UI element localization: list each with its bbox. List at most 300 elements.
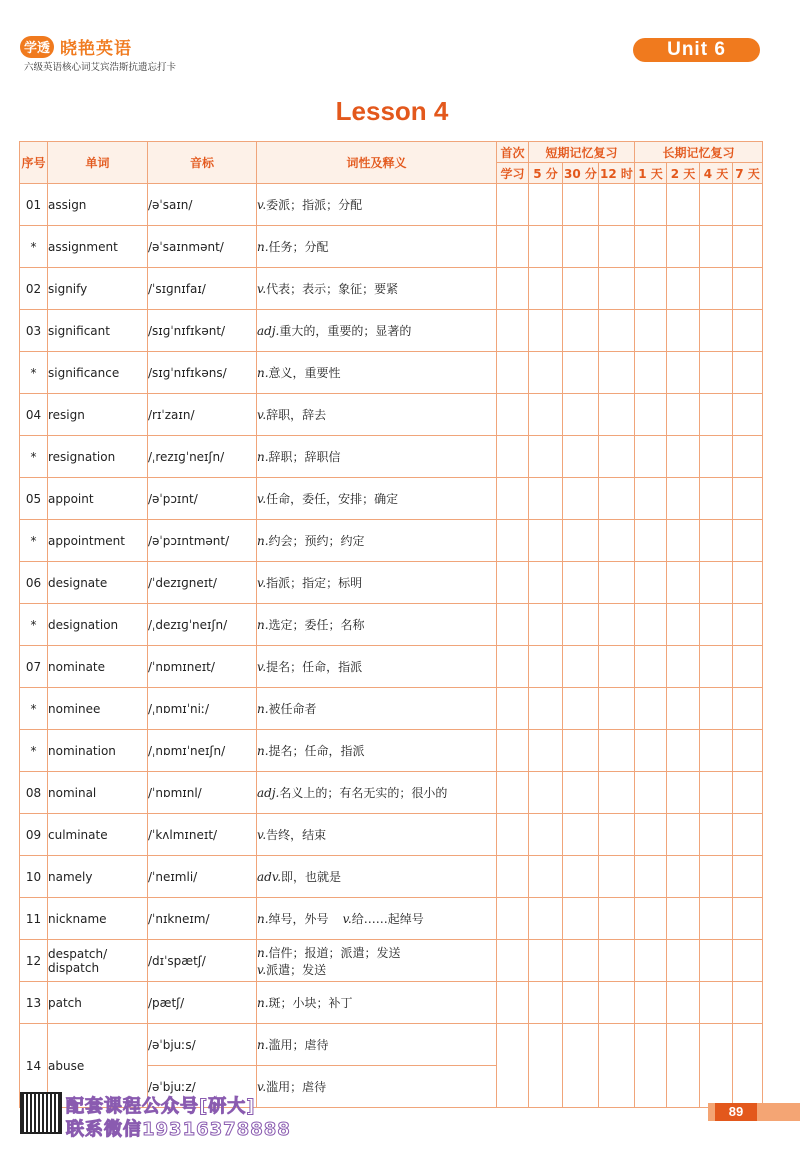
checkbox-cell[interactable] <box>667 268 700 310</box>
row-definition <box>257 226 497 268</box>
checkbox-cell[interactable] <box>667 688 700 730</box>
checkbox-cell[interactable] <box>497 856 529 898</box>
checkbox-cell[interactable] <box>563 646 599 688</box>
meaning: 被任命者 <box>268 702 317 716</box>
checkbox-cell[interactable] <box>667 394 700 436</box>
checkbox-cell[interactable] <box>700 520 733 562</box>
table-row <box>20 478 763 520</box>
checkbox-cell[interactable] <box>700 646 733 688</box>
meaning: 代表；表示；象征；要紧 <box>266 282 399 296</box>
checkbox-cell[interactable] <box>635 184 667 226</box>
row-phonetic: /ˌdezɪɡˈneɪʃn/ <box>148 604 257 646</box>
checkbox-cell[interactable] <box>497 814 529 856</box>
checkbox-cell[interactable] <box>667 730 700 772</box>
checkbox-cell[interactable] <box>635 478 667 520</box>
checkbox-cell[interactable] <box>563 814 599 856</box>
row-word: assignment <box>48 226 148 268</box>
row-number: * <box>20 352 48 394</box>
checkbox-cell[interactable] <box>563 310 599 352</box>
checkbox-cell[interactable] <box>497 226 529 268</box>
checkbox-cell[interactable] <box>635 982 667 1024</box>
row-phonetic: /rɪˈzaɪn/ <box>148 394 257 436</box>
checkbox-cell[interactable] <box>529 856 563 898</box>
checkbox-cell[interactable] <box>635 856 667 898</box>
checkbox-cell[interactable] <box>635 394 667 436</box>
checkbox-cell[interactable] <box>700 604 733 646</box>
row-phonetic: /ˈsɪɡnɪfaɪ/ <box>148 268 257 310</box>
row-phonetic: /ˌnɒmɪˈniː/ <box>148 688 257 730</box>
part-of-speech: v. <box>257 576 267 590</box>
checkbox-cell[interactable] <box>599 394 635 436</box>
checkbox-cell[interactable] <box>733 352 763 394</box>
checkbox-cell[interactable] <box>599 352 635 394</box>
checkbox-cell[interactable] <box>700 184 733 226</box>
checkbox-cell[interactable] <box>497 646 529 688</box>
header-short-review: 短期记忆复习 <box>529 142 635 163</box>
checkbox-cell[interactable] <box>497 352 529 394</box>
meaning: 即，也就是 <box>281 870 342 884</box>
checkbox-cell[interactable] <box>599 688 635 730</box>
checkbox-cell[interactable] <box>733 730 763 772</box>
checkbox-cell[interactable] <box>599 898 635 940</box>
header-definition: 词性及释义 <box>257 142 497 184</box>
row-definition <box>257 184 497 226</box>
checkbox-cell[interactable] <box>733 478 763 520</box>
row-phonetic: /dɪˈspætʃ/ <box>148 940 257 982</box>
checkbox-cell[interactable] <box>635 688 667 730</box>
header-5min: 5 分 <box>529 163 563 184</box>
checkbox-cell[interactable] <box>599 856 635 898</box>
row-word: nominate <box>48 646 148 688</box>
part-of-speech: v. <box>342 912 352 926</box>
checkbox-cell[interactable] <box>667 814 700 856</box>
meaning: 斑；小块；补丁 <box>268 996 353 1010</box>
checkbox-cell[interactable] <box>667 436 700 478</box>
row-number: 10 <box>20 856 48 898</box>
checkbox-cell[interactable] <box>733 856 763 898</box>
meaning: 信件；报道；派遣；发送 <box>268 945 401 960</box>
row-definition <box>257 814 497 856</box>
checkbox-cell[interactable] <box>529 688 563 730</box>
checkbox-cell[interactable] <box>733 562 763 604</box>
checkbox-cell[interactable] <box>497 940 529 982</box>
checkbox-cell[interactable] <box>700 772 733 814</box>
checkbox-cell[interactable] <box>700 688 733 730</box>
checkbox-cell[interactable] <box>497 730 529 772</box>
header-word: 单词 <box>48 142 148 184</box>
checkbox-cell[interactable] <box>599 940 635 982</box>
checkbox-cell[interactable] <box>733 268 763 310</box>
checkbox-cell[interactable] <box>529 1024 563 1108</box>
checkbox-cell[interactable] <box>667 940 700 982</box>
part-of-speech: n. <box>257 912 269 926</box>
checkbox-cell[interactable] <box>700 268 733 310</box>
row-number: 08 <box>20 772 48 814</box>
part-of-speech: n. <box>257 240 269 254</box>
row-number: 14 <box>20 1024 48 1108</box>
row-definition <box>257 688 497 730</box>
header-4day: 4 天 <box>700 163 733 184</box>
checkbox-cell[interactable] <box>599 646 635 688</box>
ad-line-2: 联系微信19316378888 <box>66 1119 291 1140</box>
part-of-speech: v. <box>257 828 267 842</box>
part-of-speech: adj. <box>257 324 280 338</box>
row-number: 05 <box>20 478 48 520</box>
meaning: 滥用；虐待 <box>268 1038 329 1052</box>
part-of-speech: v. <box>257 962 267 977</box>
checkbox-cell[interactable] <box>529 814 563 856</box>
checkbox-cell[interactable] <box>700 856 733 898</box>
checkbox-cell[interactable] <box>667 310 700 352</box>
checkbox-cell[interactable] <box>497 898 529 940</box>
checkbox-cell[interactable] <box>563 1024 599 1108</box>
checkbox-cell[interactable] <box>529 226 563 268</box>
checkbox-cell[interactable] <box>563 352 599 394</box>
row-number: * <box>20 688 48 730</box>
row-phonetic: /sɪɡˈnɪfɪkəns/ <box>148 352 257 394</box>
row-phonetic: /ˌnɒmɪˈneɪʃn/ <box>148 730 257 772</box>
row-definition <box>257 646 497 688</box>
checkbox-cell[interactable] <box>733 814 763 856</box>
table-row <box>20 268 763 310</box>
checkbox-cell[interactable] <box>529 184 563 226</box>
checkbox-cell[interactable] <box>700 436 733 478</box>
row-phonetic: /ˈdezɪɡneɪt/ <box>148 562 257 604</box>
checkbox-cell[interactable] <box>563 226 599 268</box>
checkbox-cell[interactable] <box>599 520 635 562</box>
meaning: 意义，重要性 <box>268 366 341 380</box>
checkbox-cell[interactable] <box>497 184 529 226</box>
checkbox-cell[interactable] <box>733 436 763 478</box>
checkbox-cell[interactable] <box>599 562 635 604</box>
row-definition <box>257 940 497 982</box>
row-word: nominee <box>48 688 148 730</box>
table-row <box>20 730 763 772</box>
part-of-speech: adj. <box>257 786 280 800</box>
row-number: 11 <box>20 898 48 940</box>
row-definition <box>257 394 497 436</box>
checkbox-cell[interactable] <box>599 1024 635 1108</box>
row-number: * <box>20 604 48 646</box>
checkbox-cell[interactable] <box>667 898 700 940</box>
checkbox-cell[interactable] <box>529 604 563 646</box>
part-of-speech: n. <box>257 744 269 758</box>
checkbox-cell[interactable] <box>635 520 667 562</box>
checkbox-cell[interactable] <box>733 898 763 940</box>
checkbox-cell[interactable] <box>497 394 529 436</box>
row-word: culminate <box>48 814 148 856</box>
row-definition <box>257 520 497 562</box>
row-number: 04 <box>20 394 48 436</box>
row-number: * <box>20 226 48 268</box>
checkbox-cell[interactable] <box>635 940 667 982</box>
checkbox-cell[interactable] <box>667 856 700 898</box>
part-of-speech: n. <box>257 702 269 716</box>
meaning: 任务；分配 <box>268 240 329 254</box>
checkbox-cell[interactable] <box>497 688 529 730</box>
checkbox-cell[interactable] <box>529 268 563 310</box>
table-row <box>20 688 763 730</box>
row-number: * <box>20 436 48 478</box>
meaning: 给……起绰号 <box>351 912 424 926</box>
checkbox-cell[interactable] <box>529 478 563 520</box>
table-row <box>20 814 763 856</box>
table-row <box>20 898 763 940</box>
row-word: appointment <box>48 520 148 562</box>
checkbox-cell[interactable] <box>599 814 635 856</box>
checkbox-cell[interactable] <box>733 772 763 814</box>
checkbox-cell[interactable] <box>667 226 700 268</box>
checkbox-cell[interactable] <box>667 520 700 562</box>
row-definition <box>257 1066 497 1108</box>
checkbox-cell[interactable] <box>497 772 529 814</box>
row-phonetic: /ˈneɪmli/ <box>148 856 257 898</box>
checkbox-cell[interactable] <box>635 814 667 856</box>
meaning: 约会；预约；约定 <box>268 534 365 548</box>
checkbox-cell[interactable] <box>635 436 667 478</box>
checkbox-cell[interactable] <box>563 688 599 730</box>
part-of-speech: v. <box>257 660 267 674</box>
checkbox-cell[interactable] <box>497 520 529 562</box>
checkbox-cell[interactable] <box>667 1024 700 1108</box>
vocabulary-table <box>19 141 763 1108</box>
checkbox-cell[interactable] <box>667 562 700 604</box>
checkbox-cell[interactable] <box>635 352 667 394</box>
checkbox-cell[interactable] <box>733 604 763 646</box>
row-word: patch <box>48 982 148 1024</box>
row-word: signify <box>48 268 148 310</box>
checkbox-cell[interactable] <box>529 772 563 814</box>
checkbox-cell[interactable] <box>700 562 733 604</box>
header-1day: 1 天 <box>635 163 667 184</box>
checkbox-cell[interactable] <box>529 310 563 352</box>
word-line: dispatch <box>48 960 100 975</box>
row-word: designate <box>48 562 148 604</box>
row-phonetic: /əˈbjuːz/ <box>148 1066 257 1108</box>
checkbox-cell[interactable] <box>733 520 763 562</box>
checkbox-cell[interactable] <box>497 436 529 478</box>
meaning: 提名；任命，指派 <box>266 660 363 674</box>
checkbox-cell[interactable] <box>733 940 763 982</box>
checkbox-cell[interactable] <box>599 226 635 268</box>
part-of-speech: n. <box>257 366 269 380</box>
checkbox-cell[interactable] <box>529 562 563 604</box>
row-definition <box>257 604 497 646</box>
checkbox-cell[interactable] <box>700 226 733 268</box>
meaning: 滥用；虐待 <box>266 1080 327 1094</box>
checkbox-cell[interactable] <box>529 436 563 478</box>
brand-name: 晓艳英语 <box>60 39 132 59</box>
lesson-title: Lesson 4 <box>335 96 449 126</box>
checkbox-cell[interactable] <box>700 940 733 982</box>
row-definition <box>257 982 497 1024</box>
part-of-speech: v. <box>257 408 267 422</box>
checkbox-cell[interactable] <box>497 604 529 646</box>
checkbox-cell[interactable] <box>563 268 599 310</box>
checkbox-cell[interactable] <box>599 184 635 226</box>
row-phonetic: /əˈbjuːs/ <box>148 1024 257 1066</box>
checkbox-cell[interactable] <box>667 982 700 1024</box>
part-of-speech: n. <box>257 945 269 960</box>
checkbox-cell[interactable] <box>563 478 599 520</box>
row-phonetic: /əˈpɔɪntmənt/ <box>148 520 257 562</box>
row-word: nomination <box>48 730 148 772</box>
row-definition <box>257 856 497 898</box>
qr-code-icon <box>20 1092 62 1134</box>
table-row <box>20 520 763 562</box>
checkbox-cell[interactable] <box>635 730 667 772</box>
row-phonetic: /ˈnɒmɪneɪt/ <box>148 646 257 688</box>
checkbox-cell[interactable] <box>599 436 635 478</box>
meaning: 提名；任命，指派 <box>268 744 365 758</box>
brand-logo <box>20 34 132 59</box>
ad-line-1: 配套课程公众号[研大] <box>66 1096 256 1117</box>
checkbox-cell[interactable] <box>563 562 599 604</box>
checkbox-cell[interactable] <box>599 772 635 814</box>
checkbox-cell[interactable] <box>599 730 635 772</box>
row-definition <box>257 436 497 478</box>
checkbox-cell[interactable] <box>529 352 563 394</box>
row-word <box>48 940 148 982</box>
checkbox-cell[interactable] <box>563 436 599 478</box>
checkbox-cell[interactable] <box>529 940 563 982</box>
meaning: 任命，委任，安排；确定 <box>266 492 399 506</box>
table-row <box>20 184 763 226</box>
header-first-study: 首次 <box>497 142 529 163</box>
checkbox-cell[interactable] <box>635 772 667 814</box>
row-number: 09 <box>20 814 48 856</box>
checkbox-cell[interactable] <box>497 562 529 604</box>
checkbox-cell[interactable] <box>599 982 635 1024</box>
meaning: 选定；委任；名称 <box>268 618 365 632</box>
checkbox-cell[interactable] <box>733 982 763 1024</box>
checkbox-cell[interactable] <box>563 520 599 562</box>
table-row <box>20 436 763 478</box>
part-of-speech: v. <box>257 492 267 506</box>
checkbox-cell[interactable] <box>599 268 635 310</box>
checkbox-cell[interactable] <box>529 982 563 1024</box>
checkbox-cell[interactable] <box>497 982 529 1024</box>
checkbox-cell[interactable] <box>599 310 635 352</box>
checkbox-cell[interactable] <box>667 772 700 814</box>
checkbox-cell[interactable] <box>563 730 599 772</box>
checkbox-cell[interactable] <box>667 646 700 688</box>
row-phonetic: /ˈkʌlmɪneɪt/ <box>148 814 257 856</box>
checkbox-cell[interactable] <box>529 646 563 688</box>
checkbox-cell[interactable] <box>733 646 763 688</box>
checkbox-cell[interactable] <box>733 184 763 226</box>
meaning: 辞职；辞职信 <box>268 450 341 464</box>
checkbox-cell[interactable] <box>635 310 667 352</box>
table-row <box>20 646 763 688</box>
checkbox-cell[interactable] <box>667 184 700 226</box>
row-word: resign <box>48 394 148 436</box>
checkbox-cell[interactable] <box>700 394 733 436</box>
row-definition <box>257 1024 497 1066</box>
row-word: significance <box>48 352 148 394</box>
checkbox-cell[interactable] <box>497 478 529 520</box>
checkbox-cell[interactable] <box>733 310 763 352</box>
checkbox-cell[interactable] <box>733 1024 763 1108</box>
row-phonetic: /əˈsaɪnmənt/ <box>148 226 257 268</box>
checkbox-cell[interactable] <box>497 310 529 352</box>
checkbox-cell[interactable] <box>529 730 563 772</box>
checkbox-cell[interactable] <box>563 184 599 226</box>
checkbox-cell[interactable] <box>599 604 635 646</box>
checkbox-cell[interactable] <box>733 688 763 730</box>
checkbox-cell[interactable] <box>599 478 635 520</box>
part-of-speech: n. <box>257 618 269 632</box>
checkbox-cell[interactable] <box>563 898 599 940</box>
checkbox-cell[interactable] <box>635 1024 667 1108</box>
checkbox-cell[interactable] <box>667 478 700 520</box>
row-definition <box>257 562 497 604</box>
checkbox-cell[interactable] <box>700 730 733 772</box>
checkbox-cell[interactable] <box>700 814 733 856</box>
row-number: 13 <box>20 982 48 1024</box>
checkbox-cell[interactable] <box>700 898 733 940</box>
table-row <box>20 856 763 898</box>
row-word: designation <box>48 604 148 646</box>
checkbox-cell[interactable] <box>700 1024 733 1108</box>
checkbox-cell[interactable] <box>563 772 599 814</box>
checkbox-cell[interactable] <box>563 982 599 1024</box>
table-row <box>20 310 763 352</box>
checkbox-cell[interactable] <box>497 1024 529 1108</box>
checkbox-cell[interactable] <box>529 394 563 436</box>
row-definition <box>257 352 497 394</box>
meaning: 指派；指定；标明 <box>266 576 363 590</box>
part-of-speech: v. <box>257 282 267 296</box>
checkbox-cell[interactable] <box>635 226 667 268</box>
checkbox-cell[interactable] <box>563 856 599 898</box>
checkbox-cell[interactable] <box>733 226 763 268</box>
header-2day: 2 天 <box>667 163 700 184</box>
checkbox-cell[interactable] <box>635 268 667 310</box>
row-word: abuse <box>48 1024 148 1108</box>
header-phonetic: 音标 <box>148 142 257 184</box>
checkbox-cell[interactable] <box>497 268 529 310</box>
checkbox-cell[interactable] <box>563 394 599 436</box>
meaning: 告终，结束 <box>266 828 327 842</box>
checkbox-cell[interactable] <box>667 604 700 646</box>
checkbox-cell[interactable] <box>733 394 763 436</box>
checkbox-cell[interactable] <box>700 310 733 352</box>
page-number: 89 <box>715 1103 757 1121</box>
checkbox-cell[interactable] <box>700 982 733 1024</box>
checkbox-cell[interactable] <box>635 646 667 688</box>
row-definition <box>257 730 497 772</box>
checkbox-cell[interactable] <box>529 898 563 940</box>
checkbox-cell[interactable] <box>635 898 667 940</box>
table-row <box>20 394 763 436</box>
checkbox-cell[interactable] <box>529 520 563 562</box>
checkbox-cell[interactable] <box>563 940 599 982</box>
meaning: 委派；指派；分配 <box>266 198 363 212</box>
word-line: despatch/ <box>48 946 108 961</box>
header-no: 序号 <box>20 142 48 184</box>
checkbox-cell[interactable] <box>635 562 667 604</box>
checkbox-cell[interactable] <box>700 478 733 520</box>
checkbox-cell[interactable] <box>667 352 700 394</box>
table-row <box>20 562 763 604</box>
row-word: assign <box>48 184 148 226</box>
checkbox-cell[interactable] <box>635 604 667 646</box>
checkbox-cell[interactable] <box>563 604 599 646</box>
checkbox-cell[interactable] <box>700 352 733 394</box>
part-of-speech: n. <box>257 996 269 1010</box>
row-phonetic: /pætʃ/ <box>148 982 257 1024</box>
